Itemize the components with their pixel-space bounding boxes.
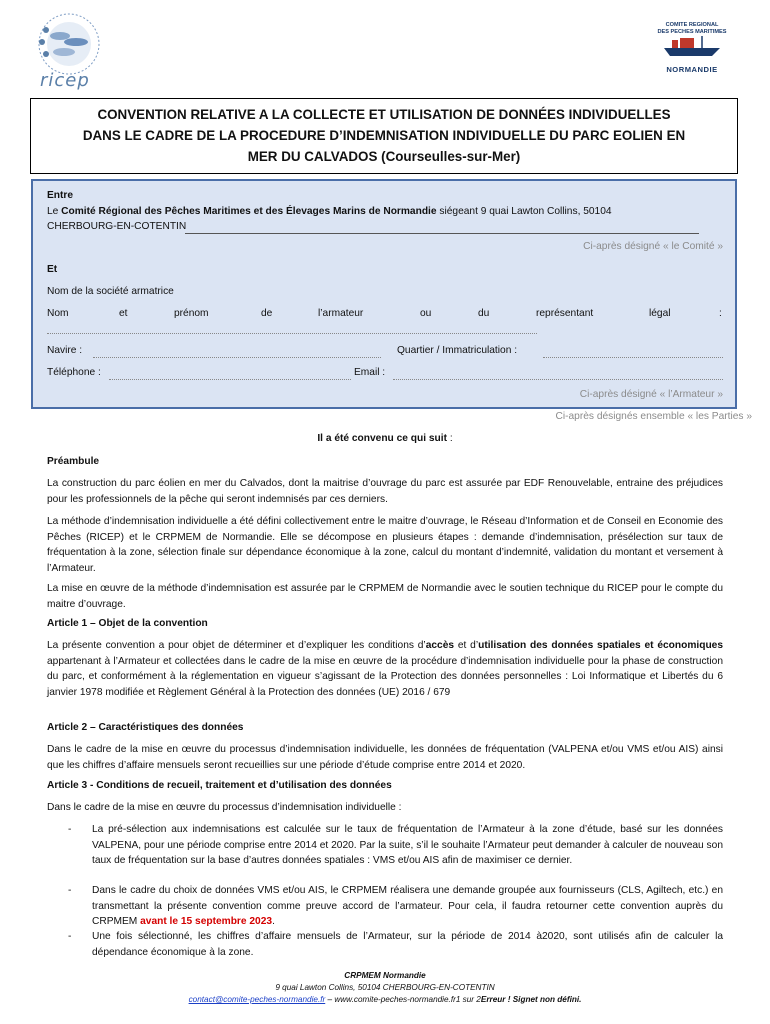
bullet-1-text: La pré-sélection aux indemnisations est calculée sur le taux de fréquentation de l’Armateur à la zone d’étude, basé sur les données VALPENA, pour une période comprise entre 2014 et 2020. Par la suite, s’il le souhaite l’Armateur peut demander à calculer de nouveau son taux de fréquentation sur la base d’autres données spatiales : VMS et/ou AIS afin de maximiser ce dernier. [92, 824, 723, 867]
art1-part-b: accès [425, 640, 455, 651]
navire-field[interactable] [93, 357, 381, 358]
document-title [30, 98, 738, 174]
b2-deadline: avant le 15 septembre 2023 [140, 916, 273, 928]
rep-word-4: de [261, 308, 273, 319]
crpm-region: NORMANDIE [666, 65, 718, 74]
entre-label: Entre [47, 190, 74, 201]
navire-label: Navire : [47, 345, 83, 356]
b2-part-a: Dans le cadre du choix de données VMS et/ou AIS, le CRPMEM réalisera une demande groupée aux fournisseurs (CLS, Agiltech, etc.) en transmettant la présente convention comme preuve accord de l’armateur. Pour cela, il faudra retourner cette convention auprès du CRPMEM [92, 885, 723, 928]
crpm-line-1: COMITE REGIONAL [665, 22, 719, 28]
art1-part-e: appartenant à l’Armateur et collectées dans le cadre de la mise en œuvre de la procédure d’indemnisation individuelle pour la phase de construction du parc, et conformément à la réglementation en vigueur s’agissant de la Protection des données personnelles : Loi Informatique et Libertés du 6 janvier 1978 modifiée et Règlement Général à la Protection des données (UE) 2016 / 679 [47, 655, 723, 698]
convenu-colon: : [446, 433, 453, 444]
bullet-3-marker: - [68, 931, 72, 942]
footer-rest: – www.comite-peches-normandie.fr1 sur 2 [325, 995, 481, 1004]
comite-underline [185, 233, 699, 234]
footer-contact-line [0, 994, 770, 1006]
article-1-title: Article 1 – Objet de la convention [47, 618, 208, 629]
article-1-text [47, 638, 723, 700]
footer-error: Erreur ! Signet non défini. [480, 995, 582, 1004]
article-2-text: Dans le cadre de la mise en œuvre du processus d’indemnisation individuelle, les données de fréquentation (VALPENA et/ou VMS et/ou AIS) ainsi que les chiffres d’affaire mensuels seront recueillies sur une période d’étude comprise entre 2014 et 2020. [47, 744, 723, 771]
le-label: Le [47, 206, 62, 217]
article-2-title: Article 2 – Caractéristiques des données [47, 722, 244, 733]
rep-name-field[interactable] [47, 333, 537, 334]
art1-part-d: utilisation des données spatiales et économiques [478, 640, 724, 651]
quartier-field[interactable] [543, 357, 723, 358]
rep-word-3: prénom [174, 308, 209, 319]
preambule-title: Préambule [47, 456, 100, 467]
comite-seat: siégeant 9 quai Lawton Collins, 50104 [436, 206, 612, 217]
comite-name: Comité Régional des Pêches Maritimes et des Élevages Marins de Normandie [61, 206, 437, 217]
title-line-1: CONVENTION RELATIVE A LA COLLECTE ET UTILISATION DE DONNÉES INDIVIDUELLES [97, 107, 671, 122]
b2-end: . [272, 916, 275, 928]
convenu-line [0, 433, 770, 444]
email-label: Email : [354, 367, 386, 378]
title-line-3: MER DU CALVADOS (Courseulles-sur-Mer) [247, 149, 521, 164]
bullet-3-text: Une fois sélectionné, les chiffres d’affaire mensuels de l’Armateur, sur la période de 2014 à2020, sont utilisés afin de calculer la dépendance économique à la zone. [92, 931, 723, 958]
societe-label: Nom de la société armatrice [47, 286, 174, 297]
footer-org: CRPMEM Normandie [344, 971, 426, 980]
comite-city: CHERBOURG-EN-COTENTIN [47, 221, 187, 232]
footer-address: 9 quai Lawton Collins, 50104 CHERBOURG-EN-COTENTIN [275, 983, 495, 992]
footer [0, 970, 770, 1006]
rep-word-6: ou [420, 308, 432, 319]
ensemble-designation: Ci-après désignés ensemble « les Parties » [555, 411, 752, 422]
art1-part-a: La présente convention a pour objet de déterminer et d’expliquer les conditions d’ [47, 640, 426, 651]
telephone-label: Téléphone : [47, 367, 101, 378]
preambule-p1: La construction du parc éolien en mer du Calvados, dont la maitrise d’ouvrage du parc est assurée par EDF Renouvelable, entraine des préjudices pour les professionnels de la pêche qui seront indemnisés par ces derniers. [47, 478, 723, 505]
rep-word-5: l’armateur [318, 308, 364, 319]
article-3-intro: Dans le cadre de la mise en œuvre du processus d’indemnisation individuelle : [47, 802, 402, 813]
rep-word-9: légal [649, 308, 671, 319]
rep-word-1: Nom [47, 308, 69, 319]
preambule-p2: La méthode d’indemnisation individuelle a été défini collectivement entre le maitre d’ouvrage, le Réseau d’Information et de Conseil en Economie des Pêches (RICEP) et le CRPMEM de Normandie. Elle se décompose en plusieurs étapes : demande d’indemnisation, présélection sur taux de fréquentation à la zone, sélection finale sur dépendance économique à la zone, calcul du montant d’indemnité, validation du montant et versement à l’Armateur. [47, 516, 723, 574]
quartier-label: Quartier / Immatriculation : [397, 345, 518, 356]
comite-line [47, 206, 612, 217]
rep-word-8: représentant [536, 308, 594, 319]
article-3-title: Article 3 - Conditions de recueil, traitement et d’utilisation des données [47, 780, 392, 791]
bullet-2-marker: - [68, 885, 72, 896]
parties-box [31, 179, 737, 409]
comite-designation: Ci-après désigné « le Comité » [583, 241, 723, 252]
crpm-logo [648, 22, 736, 84]
footer-email-link[interactable]: contact@comite-peches-normandie.fr [188, 995, 326, 1004]
armateur-designation: Ci-après désigné « l’Armateur » [579, 389, 723, 400]
fishing-boat-logo-icon [662, 36, 722, 58]
et-label: Et [47, 264, 58, 275]
email-field[interactable] [393, 379, 723, 380]
bullet-1-marker: - [68, 824, 72, 835]
rep-word-7: du [478, 308, 490, 319]
rep-word-2: et [119, 308, 128, 319]
telephone-field[interactable] [109, 379, 351, 380]
fish-circle-logo-icon [30, 8, 108, 78]
rep-word-10: : [719, 308, 722, 319]
bullet-2-text [92, 883, 723, 930]
ricep-name: ricep [40, 70, 90, 91]
convenu-text: Il a été convenu ce qui suit [317, 433, 447, 444]
art1-part-c: et d’ [454, 640, 479, 651]
title-line-2: DANS LE CADRE DE LA PROCEDURE D’INDEMNISATION INDIVIDUELLE DU PARC EOLIEN EN [82, 128, 686, 143]
crpm-line-2: DES PECHES MARITIMES [657, 29, 727, 35]
preambule-p3: La mise en œuvre de la méthode d’indemnisation est assurée par le CRPMEM de Normandie avec le soutien technique du RICEP pour le compte du maitre d’ouvrage. [47, 583, 723, 610]
